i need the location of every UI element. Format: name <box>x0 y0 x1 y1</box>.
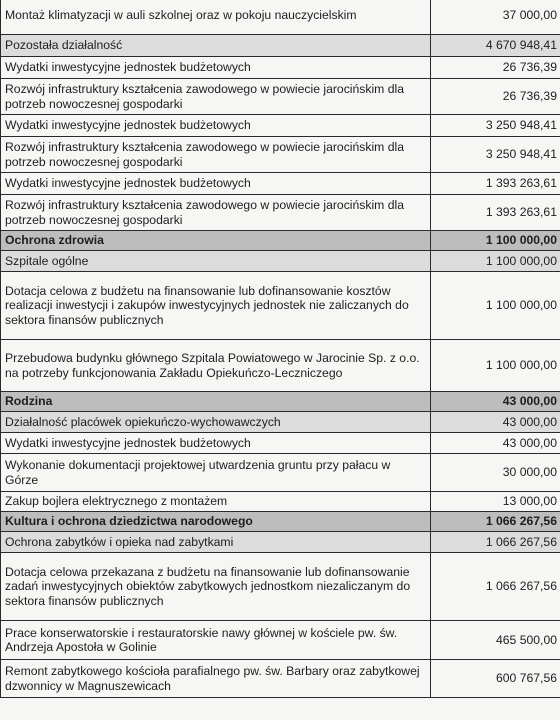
row-description: Montaż klimatyzacji w auli szkolnej oraz w pokoju nauczycielskim <box>1 0 431 35</box>
row-amount: 3 250 948,41 <box>431 115 560 137</box>
row-description: Przebudowa budynku głównego Szpitala Powiatowego w Jarocinie Sp. z o.o. na potrzeby funkcjonowania Zakładu Opiekuńczo-Leczniczego <box>1 340 431 392</box>
row-description: Działalność placówek opiekuńczo-wychowawczych <box>1 412 431 433</box>
row-amount: 1 100 000,00 <box>431 340 560 392</box>
section-header-row <box>1 392 560 412</box>
row-description: Ochrona zabytków i opieka nad zabytkami <box>1 532 431 553</box>
table-row <box>1 115 560 137</box>
row-description: Wydatki inwestycyjne jednostek budżetowych <box>1 433 431 454</box>
row-amount: 13 000,00 <box>431 492 560 512</box>
row-description: Szpitale ogólne <box>1 251 431 272</box>
table-row <box>1 272 560 340</box>
row-description: Wydatki inwestycyjne jednostek budżetowych <box>1 115 431 137</box>
row-amount: 1 100 000,00 <box>431 251 560 272</box>
row-description: Rozwój infrastruktury kształcenia zawodowego w powiecie jarocińskim dla potrzeb nowoczesnej gospodarki <box>1 137 431 173</box>
row-description: Remont zabytkowego kościoła parafialnego pw. św. Barbary oraz zabytkowej dzwonnicy w Magnuszewicach <box>1 660 431 698</box>
row-amount: 37 000,00 <box>431 0 560 35</box>
row-amount: 26 736,39 <box>431 57 560 79</box>
row-description: Rodzina <box>1 392 431 412</box>
row-amount: 1 066 267,56 <box>431 512 560 532</box>
table-row <box>1 57 560 79</box>
row-description: Prace konserwatorskie i restauratorskie nawy głównej w kościele pw. św. Andrzeja Apostoła w Golinie <box>1 621 431 660</box>
table-row <box>1 660 560 698</box>
subsection-row <box>1 251 560 272</box>
row-amount: 30 000,00 <box>431 454 560 492</box>
row-description: Wydatki inwestycyjne jednostek budżetowych <box>1 173 431 195</box>
table-row <box>1 340 560 392</box>
row-amount: 43 000,00 <box>431 392 560 412</box>
table-row <box>1 79 560 115</box>
table-row <box>1 173 560 195</box>
table-row <box>1 0 560 35</box>
row-description: Rozwój infrastruktury kształcenia zawodowego w powiecie jarocińskim dla potrzeb nowoczesnej gospodarki <box>1 79 431 115</box>
table-row <box>1 137 560 173</box>
row-description: Dotacja celowa przekazana z budżetu na finansowanie lub dofinansowanie zadań inwestycyjnych obiektów zabytkowych jednostkom niezaliczanym do sektora finansów publicznych <box>1 553 431 621</box>
row-amount: 1 066 267,56 <box>431 532 560 553</box>
row-description: Zakup bojlera elektrycznego z montażem <box>1 492 431 512</box>
section-header-row <box>1 231 560 251</box>
row-amount: 4 670 948,41 <box>431 35 560 57</box>
section-header-row <box>1 512 560 532</box>
table-row <box>1 621 560 660</box>
row-description: Dotacja celowa z budżetu na finansowanie lub dofinansowanie kosztów realizacji inwestycji i zakupów inwestycyjnych jednostek nie zaliczanych do sektora finansów publicznych <box>1 272 431 340</box>
row-amount: 43 000,00 <box>431 412 560 433</box>
row-amount: 1 393 263,61 <box>431 173 560 195</box>
row-amount: 1 100 000,00 <box>431 231 560 251</box>
row-description: Wydatki inwestycyjne jednostek budżetowych <box>1 57 431 79</box>
row-amount: 1 100 000,00 <box>431 272 560 340</box>
row-amount: 465 500,00 <box>431 621 560 660</box>
row-amount: 3 250 948,41 <box>431 137 560 173</box>
row-amount: 26 736,39 <box>431 79 560 115</box>
table-row <box>1 195 560 231</box>
row-amount: 43 000,00 <box>431 433 560 454</box>
subsection-row <box>1 35 560 57</box>
subsection-row <box>1 412 560 433</box>
row-description: Pozostała działalność <box>1 35 431 57</box>
row-amount: 1 393 263,61 <box>431 195 560 231</box>
row-amount: 1 066 267,56 <box>431 553 560 621</box>
subsection-row <box>1 532 560 553</box>
table-row <box>1 492 560 512</box>
table-row <box>1 454 560 492</box>
budget-table-body <box>1 0 560 698</box>
table-row <box>1 433 560 454</box>
row-description: Wykonanie dokumentacji projektowej utwardzenia gruntu przy pałacu w Górze <box>1 454 431 492</box>
row-amount: 600 767,56 <box>431 660 560 698</box>
row-description: Rozwój infrastruktury kształcenia zawodowego w powiecie jarocińskim dla potrzeb nowoczesnej gospodarki <box>1 195 431 231</box>
row-description: Kultura i ochrona dziedzictwa narodowego <box>1 512 431 532</box>
row-description: Ochrona zdrowia <box>1 231 431 251</box>
table-row <box>1 553 560 621</box>
